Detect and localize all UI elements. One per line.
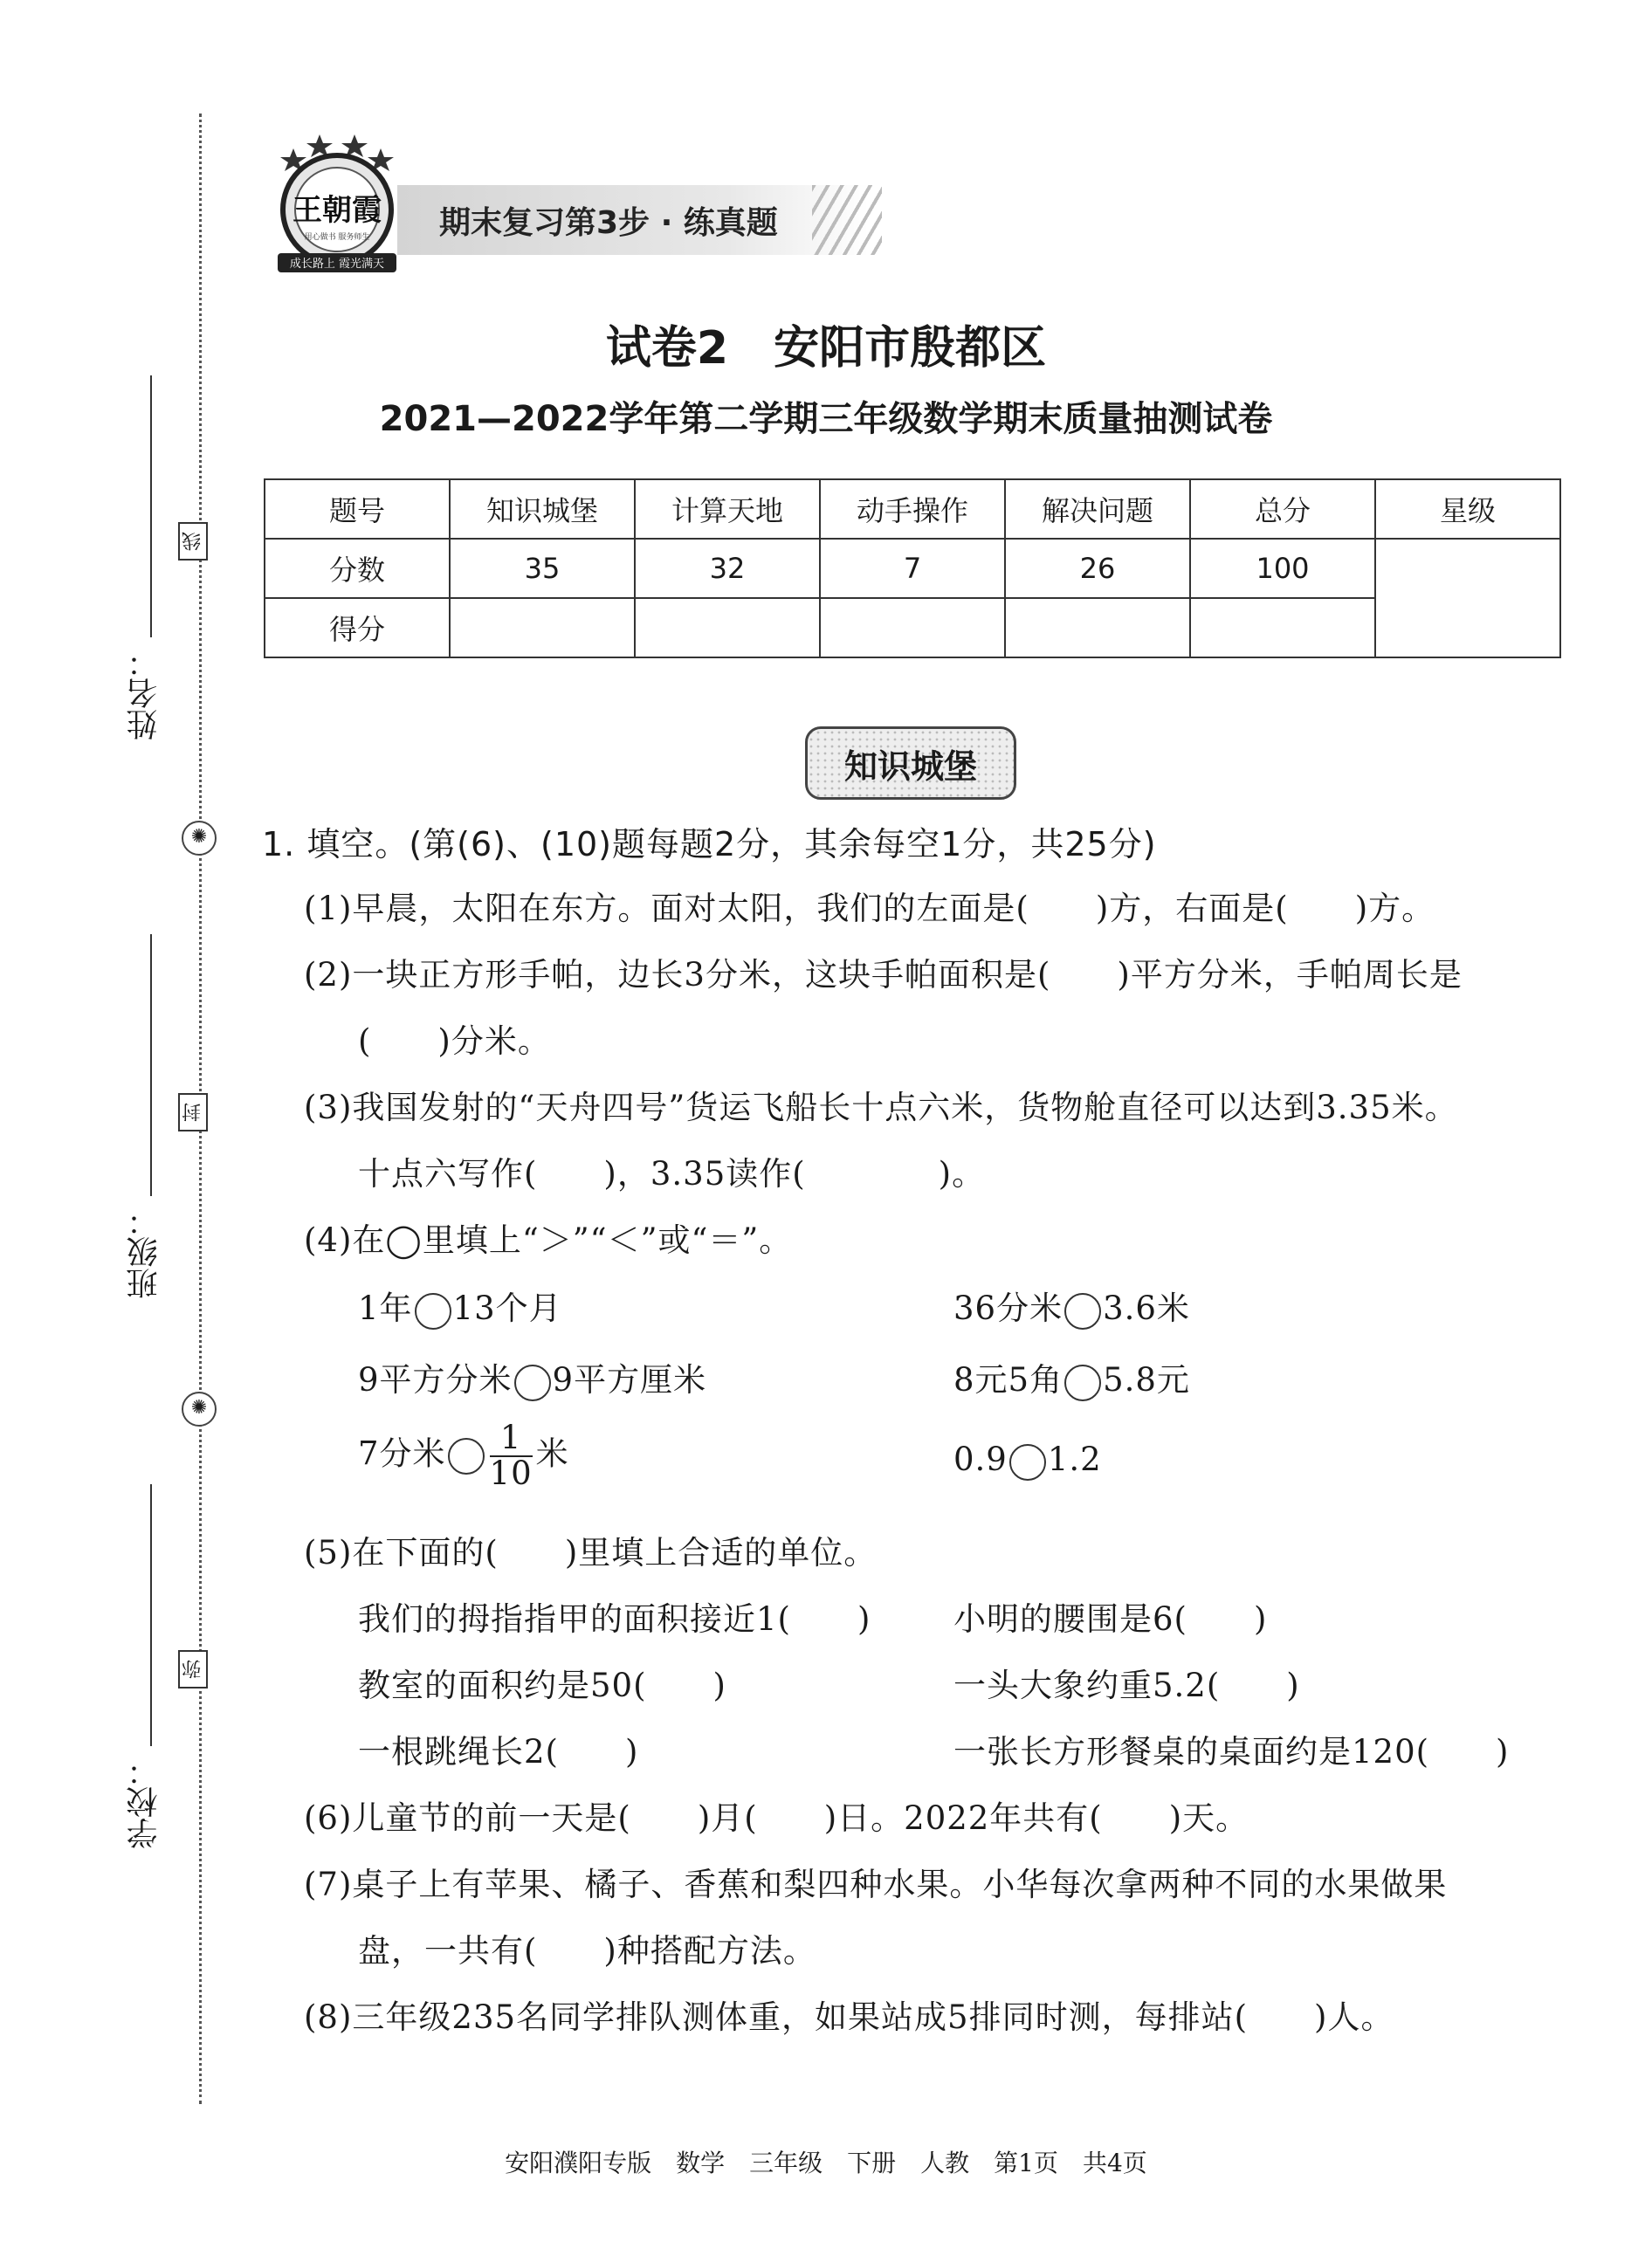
compare-right: 5.8元 <box>1103 1361 1190 1399</box>
table-header-cell: 解决问题 <box>1005 479 1190 539</box>
score-input-cell[interactable] <box>1005 598 1190 657</box>
unit-item: 一张长方形餐桌的桌面约是120( ) <box>953 1733 1510 1771</box>
table-header-cell: 题号 <box>265 479 450 539</box>
compare-item <box>358 1353 706 1401</box>
school-label: 学校： <box>127 1755 162 1849</box>
table-header-cell: 星级 <box>1375 479 1560 539</box>
q1-7-line1: (7)桌子上有苹果、橘子、香蕉和梨四种水果。小华每次拿两种不同的水果做果 <box>304 1866 1448 1903</box>
page-footer: 安阳濮阳专版 数学 三年级 下册 人教 第1页 共4页 <box>505 2149 1147 2177</box>
points-cell: 100 <box>1190 539 1375 598</box>
school-fill-line[interactable] <box>150 1484 152 1746</box>
score-input-cell[interactable] <box>820 598 1005 657</box>
q1-3-line2: 十点六写作( )，3.35读作( )。 <box>358 1155 986 1193</box>
table-header-cell: 总分 <box>1190 479 1375 539</box>
unit-item: 教室的面积约是50( ) <box>358 1667 726 1704</box>
compare-right: 13个月 <box>452 1290 562 1327</box>
table-row <box>265 598 1560 657</box>
points-cell: 35 <box>450 539 635 598</box>
points-cell: 32 <box>635 539 820 598</box>
tag-mi-mark: 弥 <box>178 1650 208 1688</box>
tag-seal-mark: 封 <box>178 1093 208 1131</box>
score-input-cell[interactable] <box>450 598 635 657</box>
name-label: 姓名： <box>127 646 162 740</box>
compare-item <box>358 1421 569 1491</box>
swirl-ornament-icon: ✺ <box>182 821 217 856</box>
compare-right: 米 <box>535 1434 569 1473</box>
unit-item: 一根跳绳长2( ) <box>358 1733 639 1771</box>
q1-7-line2: 盘，一共有( )种搭配方法。 <box>358 1932 816 1970</box>
unit-item: 小明的腰围是6( ) <box>953 1600 1268 1638</box>
compare-left: 0.9 <box>953 1441 1008 1478</box>
compare-item <box>358 1282 562 1330</box>
compare-item <box>953 1441 1102 1481</box>
step-banner <box>397 185 869 255</box>
compare-item <box>953 1282 1190 1330</box>
table-header-cell: 动手操作 <box>820 479 1005 539</box>
compare-circle[interactable] <box>1064 1365 1101 1401</box>
exam-subtitle: 2021—2022学年第二学期三年级数学期末质量抽测试卷 <box>379 399 1273 439</box>
q1-1: (1)早晨，太阳在东方。面对太阳，我们的左面是( )方，右面是( )方。 <box>304 890 1435 927</box>
compare-right: 9平方厘米 <box>552 1361 707 1399</box>
table-header-cell: 知识城堡 <box>450 479 635 539</box>
compare-left: 36分米 <box>953 1290 1063 1327</box>
swirl-ornament-icon: ✺ <box>182 1392 217 1427</box>
tag-line-mark: 线 <box>178 522 208 561</box>
q1-2-line2: ( )分米。 <box>358 1022 551 1060</box>
compare-circle[interactable] <box>415 1293 451 1330</box>
q1-8: (8)三年级235名同学排队测体重，如果站成5排同时测，每排站( )人。 <box>304 1998 1394 2036</box>
compare-circle[interactable] <box>448 1438 485 1475</box>
compare-left: 7分米 <box>358 1434 446 1473</box>
banner-stripes <box>812 185 882 255</box>
compare-left: 9平方分米 <box>358 1361 513 1399</box>
star-rating-cell[interactable] <box>1375 539 1560 657</box>
compare-left: 1年 <box>358 1290 413 1327</box>
table-header-row <box>265 479 1560 539</box>
score-input-cell[interactable] <box>1190 598 1375 657</box>
compare-circle[interactable] <box>1009 1444 1046 1481</box>
svg-text:成长路上 霞光满天: 成长路上 霞光满天 <box>289 258 385 271</box>
q1-5: (5)在下面的( )里填上合适的单位。 <box>304 1534 878 1572</box>
unit-item: 一头大象约重5.2( ) <box>953 1667 1300 1704</box>
score-input-cell[interactable] <box>635 598 820 657</box>
q1-6: (6)儿童节的前一天是( )月( )日。2022年共有( )天。 <box>304 1799 1249 1837</box>
compare-circle[interactable] <box>514 1365 551 1401</box>
exam-title: 试卷2 安阳市殷都区 <box>605 322 1047 375</box>
compare-right: 1.2 <box>1047 1441 1102 1478</box>
question-1-heading: 1. 填空。(第(6)、(10)题每题2分，其余每空1分，共25分) <box>262 825 1157 863</box>
fraction <box>490 1421 533 1491</box>
compare-left: 8元5角 <box>953 1361 1063 1399</box>
compare-right: 3.6米 <box>1103 1290 1190 1327</box>
q1-3-line1: (3)我国发射的“天舟四号”货运飞船长十点六米，货物舱直径可以达到3.35米。 <box>304 1089 1458 1126</box>
svg-text:王朝霞: 王朝霞 <box>293 193 382 228</box>
q1-4: (4)在◯里填上“＞”“＜”或“＝”。 <box>304 1221 793 1259</box>
class-label: 班级： <box>127 1205 162 1299</box>
fraction-numerator: 1 <box>490 1421 533 1457</box>
row-label: 得分 <box>265 598 450 657</box>
compare-circle[interactable] <box>1064 1293 1101 1330</box>
fraction-denominator: 10 <box>489 1454 533 1492</box>
table-row <box>265 539 1560 598</box>
row-label: 分数 <box>265 539 450 598</box>
step-banner-text: 期末复习第3步 · 练真题 <box>439 204 778 241</box>
unit-item: 我们的拇指指甲的面积接近1( ) <box>358 1600 871 1638</box>
points-cell: 7 <box>820 539 1005 598</box>
table-header-cell: 计算天地 <box>635 479 820 539</box>
publisher-logo-icon <box>258 122 416 279</box>
points-cell: 26 <box>1005 539 1190 598</box>
class-fill-line[interactable] <box>150 934 152 1196</box>
section-title: 知识城堡 <box>805 726 1016 800</box>
q1-2-line1: (2)一块正方形手帕，边长3分米，这块手帕面积是( )平方分米，手帕周长是 <box>304 956 1463 994</box>
svg-text:用心做书 服务师生: 用心做书 服务师生 <box>304 233 370 242</box>
score-table <box>264 478 1561 658</box>
compare-item <box>953 1353 1190 1401</box>
